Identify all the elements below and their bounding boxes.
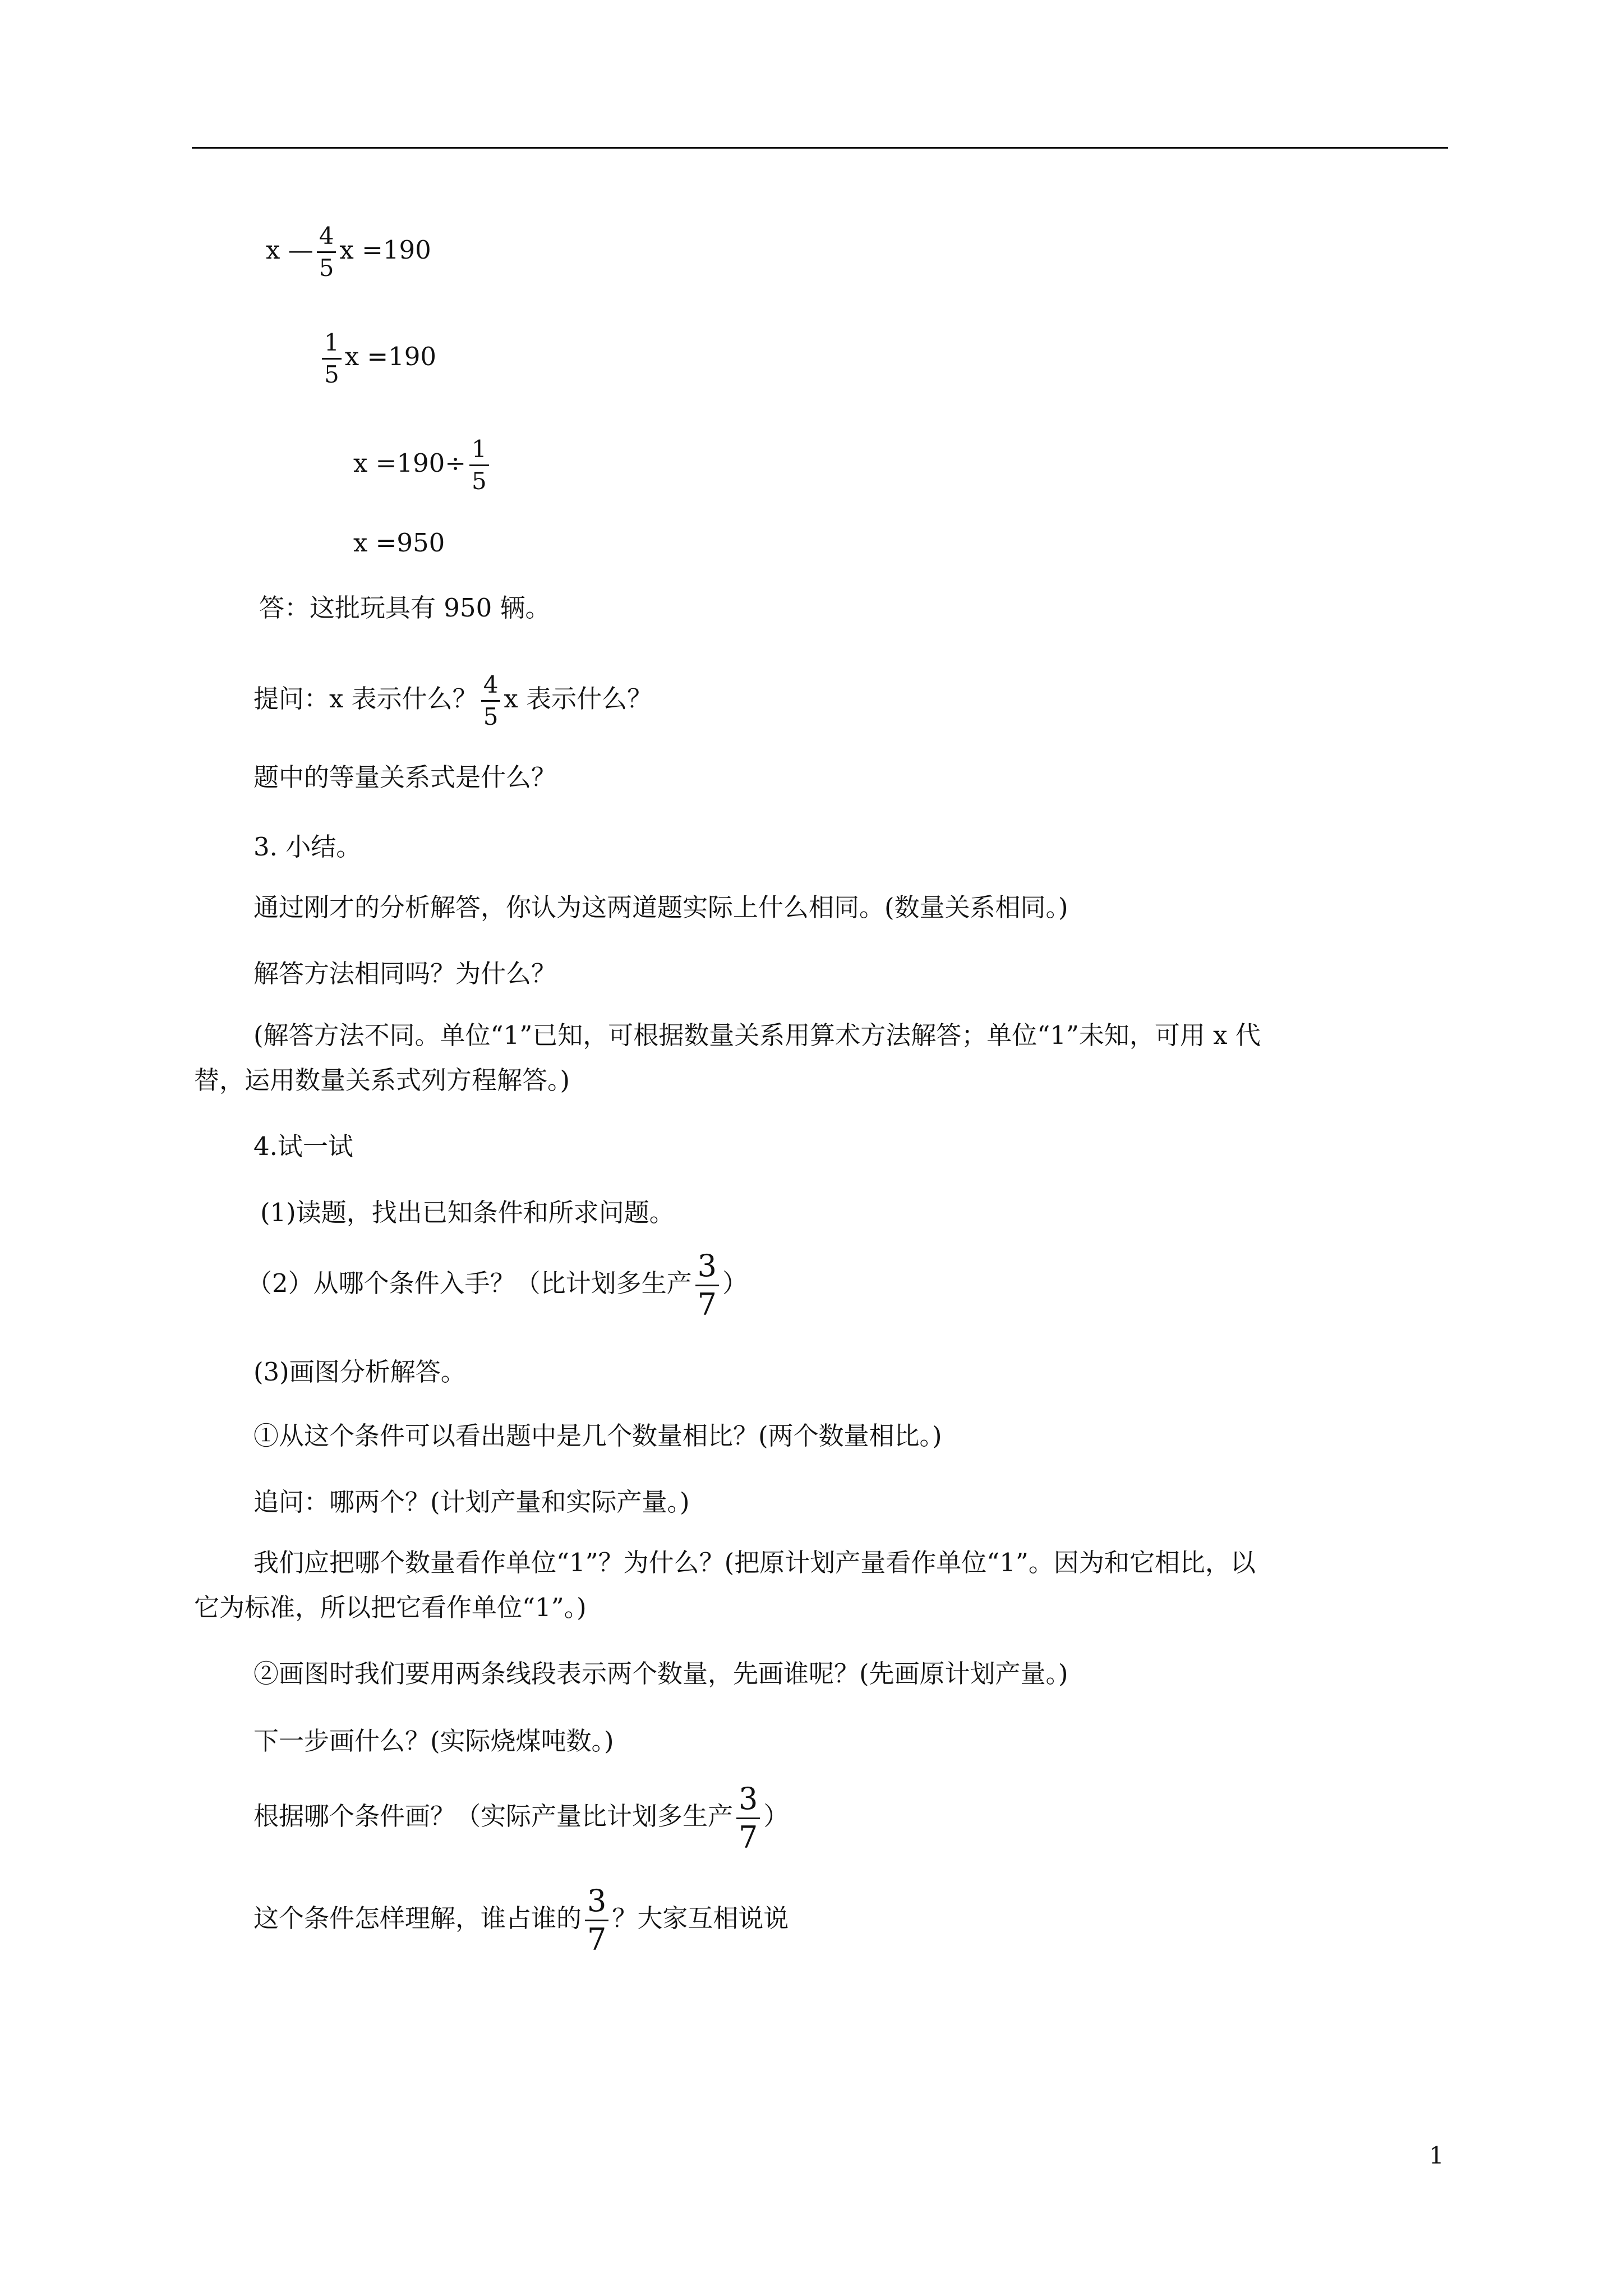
section-3-paragraph-3-line-2: 替，运用数量关系式列方程解答。)	[194, 1065, 570, 1095]
question-line: 提问：x 表示什么？ $\frac{4}{5}$ x 表示什么？	[253, 671, 653, 730]
fraction-3-7-basis: $\frac{3}{7}$	[736, 1784, 760, 1853]
equation-line-2	[319, 331, 436, 386]
fraction-1-5-divisor: $\frac{1}{5}$	[469, 438, 489, 493]
eq3-pre: x =190÷	[353, 448, 466, 478]
answer-line: 答：这批玩具有 950 辆。	[259, 593, 551, 623]
equation-line-1	[266, 224, 431, 280]
fraction-4-5: $\frac{4}{5}$	[317, 224, 336, 280]
section-3-title: 3. 小结。	[253, 832, 362, 862]
eq2-post: x =190	[344, 342, 437, 371]
paragraph-circle-1: ①从这个条件可以看出题中是几个数量相比？(两个数量相比。)	[253, 1421, 942, 1451]
equation-line-4: x =950	[353, 528, 445, 558]
fraction-3-7-step2: $\frac{3}{7}$	[695, 1251, 719, 1320]
fraction-3-7-understand: $\frac{3}{7}$	[585, 1886, 608, 1955]
section-4-step-1: (1)读题，找出已知条件和所求问题。	[260, 1198, 675, 1227]
paragraph-basis: 根据哪个条件画？（实际产量比计划多生产 $\frac{3}{7}$ ）	[253, 1781, 789, 1855]
section-3-paragraph-2: 解答方法相同吗？为什么？	[253, 959, 557, 988]
page-number: 1	[1429, 2142, 1444, 2169]
section-3-paragraph-1: 通过刚才的分析解答，你认为这两道题实际上什么相同。(数量关系相同。)	[253, 892, 1068, 922]
paragraph-understand: 这个条件怎样理解，谁占谁的 $\frac{3}{7}$ ？大家互相说说	[253, 1883, 789, 1957]
paragraph-circle-2: ②画图时我们要用两条线段表示两个数量，先画谁呢？(先画原计划产量。)	[253, 1659, 1068, 1688]
paragraph-next-step: 下一步画什么？(实际烧煤吨数。)	[253, 1726, 614, 1756]
paragraph-unit-line-2: 它为标准，所以把它看作单位“1”。)	[194, 1593, 587, 1622]
header-rule	[192, 147, 1448, 149]
fraction-1-5: $\frac{1}{5}$	[322, 331, 342, 386]
equation-line-3	[353, 435, 492, 495]
eq1-pre: x —	[266, 235, 313, 265]
fraction-4-5-question: $\frac{4}{5}$	[481, 673, 501, 729]
paragraph-unit-line-1: 我们应把哪个数量看作单位“1”？为什么？(把原计划产量看作单位“1”。因为和它相比，以	[253, 1548, 1256, 1577]
section-4-title: 4.试一试	[253, 1131, 353, 1161]
section-4-step-2: （2）从哪个条件入手？（比计划多生产 $\frac{3}{7}$ ）	[247, 1248, 748, 1322]
paragraph-followup: 追问：哪两个？(计划产量和实际产量。)	[253, 1487, 690, 1517]
equation-question: 题中的等量关系式是什么？	[253, 762, 557, 792]
section-4-step-3: (3)画图分析解答。	[253, 1357, 466, 1387]
eq1-post: x =190	[339, 235, 431, 265]
section-3-paragraph-3-line-1: (解答方法不同。单位“1”已知，可根据数量关系用算术方法解答；单位“1”未知，可用 x 代	[253, 1020, 1261, 1050]
